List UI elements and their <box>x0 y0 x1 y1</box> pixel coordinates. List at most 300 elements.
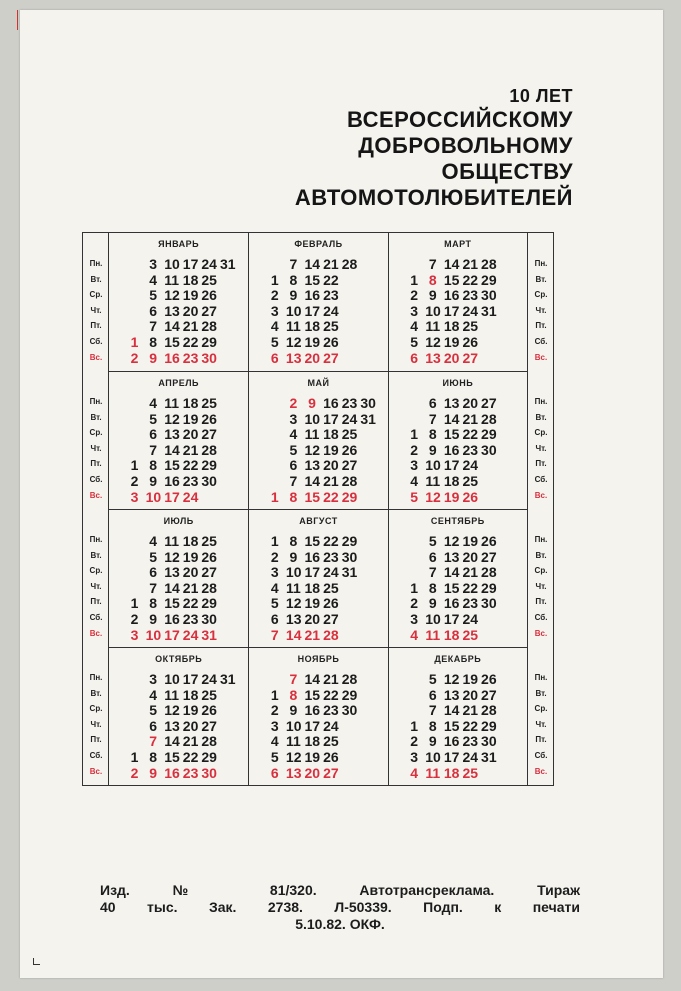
month-name: МАЙ <box>307 378 330 388</box>
day-number: 19 <box>323 441 339 458</box>
day-number: 11 <box>164 271 180 288</box>
weekday-label: Чт. <box>90 305 102 315</box>
day-number: 21 <box>462 256 479 272</box>
weekday-label: Вт. <box>90 412 102 422</box>
day-number: 9 <box>149 611 157 627</box>
weekday-label: Ср. <box>89 566 103 576</box>
day-number: 18 <box>304 733 321 750</box>
day-number: 24 <box>201 256 217 272</box>
day-number: 14 <box>164 318 180 335</box>
day-number: 19 <box>182 410 199 427</box>
day-number: 2 <box>130 611 139 627</box>
day-number: 24 <box>341 410 358 427</box>
weekday-label: Пт. <box>535 321 547 331</box>
month-name: ИЮЛЬ <box>163 516 194 526</box>
day-number: 13 <box>164 717 180 734</box>
weekday-label: Пн. <box>89 673 103 682</box>
weekday-label: Вт. <box>535 412 547 422</box>
day-number: 26 <box>462 334 479 350</box>
day-number: 7 <box>289 671 298 687</box>
day-number: 5 <box>149 548 157 565</box>
day-number: 16 <box>323 395 339 411</box>
day-number: 4 <box>289 426 298 443</box>
day-number: 27 <box>201 302 217 319</box>
day-number: 29 <box>481 271 497 288</box>
day-number: 27 <box>341 457 358 474</box>
day-number: 8 <box>428 426 437 443</box>
day-number: 21 <box>323 671 339 687</box>
day-number: 17 <box>443 302 460 319</box>
day-number: 23 <box>341 395 358 411</box>
day-number: 24 <box>462 457 479 474</box>
day-number: 6 <box>270 764 279 781</box>
day-number: 2 <box>289 395 298 411</box>
day-number: 22 <box>323 533 339 549</box>
day-number: 12 <box>443 671 460 687</box>
day-number: 28 <box>481 564 497 581</box>
day-number: 20 <box>462 548 479 565</box>
day-number: 28 <box>341 256 358 272</box>
day-number: 5 <box>149 287 157 304</box>
day-number: 23 <box>462 733 479 750</box>
day-number: 22 <box>462 717 479 734</box>
month-name: АВГУСТ <box>299 516 338 526</box>
day-number: 4 <box>410 318 419 335</box>
day-number: 11 <box>286 579 301 596</box>
day-number: 26 <box>201 287 217 304</box>
day-number: 12 <box>164 287 180 304</box>
day-number: 4 <box>270 733 279 750</box>
day-number: 3 <box>410 457 419 474</box>
day-number: 13 <box>164 564 180 581</box>
weekday-label: Чт. <box>90 581 102 591</box>
day-number: 12 <box>164 410 180 427</box>
day-number: 15 <box>164 595 180 612</box>
day-number: 13 <box>285 349 302 366</box>
day-number: 26 <box>201 410 217 427</box>
day-number: 23 <box>182 473 199 489</box>
day-number: 5 <box>149 702 157 719</box>
day-number: 8 <box>149 595 157 612</box>
weekday-label: Пт. <box>90 597 102 607</box>
day-number: 14 <box>443 256 460 272</box>
day-number: 4 <box>270 579 279 596</box>
day-number: 7 <box>149 441 157 458</box>
day-number: 6 <box>149 717 157 734</box>
day-number: 4 <box>410 764 419 781</box>
month-block <box>248 647 387 785</box>
day-number: 15 <box>304 686 321 703</box>
day-number: 5 <box>428 671 437 687</box>
day-number: 22 <box>323 488 339 505</box>
day-number: 18 <box>443 626 460 643</box>
day-number: 10 <box>164 671 180 687</box>
day-number: 20 <box>304 764 321 781</box>
day-number: 25 <box>462 626 479 643</box>
day-number: 29 <box>481 579 497 596</box>
day-number: 11 <box>286 318 301 335</box>
day-number: 11 <box>286 733 301 750</box>
day-number: 17 <box>304 717 321 734</box>
day-number: 14 <box>443 410 460 427</box>
day-number: 21 <box>323 473 339 489</box>
day-number: 13 <box>443 395 460 411</box>
day-number: 11 <box>425 626 441 643</box>
day-number: 7 <box>428 702 437 719</box>
day-number: 25 <box>341 426 358 443</box>
day-number: 11 <box>164 395 180 411</box>
day-number: 31 <box>481 749 497 765</box>
day-number: 29 <box>201 457 217 474</box>
day-number: 16 <box>443 441 460 458</box>
month-block <box>248 509 387 647</box>
day-number: 3 <box>149 256 157 272</box>
title-line: ВСЕРОССИЙСКОМУ <box>347 107 573 132</box>
day-number: 13 <box>443 686 460 703</box>
day-number: 26 <box>481 533 497 549</box>
day-number: 28 <box>201 579 217 596</box>
day-number: 19 <box>182 548 199 565</box>
weekday-label: Сб. <box>89 751 103 760</box>
weekday-label: Сб. <box>534 475 548 484</box>
day-number: 27 <box>462 349 479 366</box>
day-number: 5 <box>410 334 419 350</box>
month-block <box>388 647 527 785</box>
month-block <box>109 371 248 509</box>
day-number: 20 <box>182 564 199 581</box>
day-number: 22 <box>182 334 199 350</box>
day-number: 6 <box>149 426 157 443</box>
day-number: 9 <box>428 441 437 458</box>
day-number: 16 <box>164 349 180 366</box>
day-number: 17 <box>182 256 199 272</box>
month-block <box>109 233 248 371</box>
day-number: 6 <box>428 395 437 411</box>
day-number: 7 <box>289 256 298 272</box>
day-number: 15 <box>304 488 321 505</box>
day-number: 13 <box>164 426 180 443</box>
day-number: 30 <box>201 611 217 627</box>
day-number: 1 <box>130 749 139 765</box>
title-line: АВТОМОТОЛЮБИТЕЛЕЙ <box>294 185 573 210</box>
day-number: 13 <box>304 457 321 474</box>
day-number: 17 <box>443 749 460 765</box>
weekday-label: Ср. <box>534 566 548 576</box>
day-number: 20 <box>462 686 479 703</box>
day-number: 9 <box>428 733 437 750</box>
day-number: 19 <box>462 671 479 687</box>
day-number: 6 <box>270 611 279 627</box>
month-block <box>109 509 248 647</box>
day-number: 12 <box>285 595 302 612</box>
day-number: 29 <box>201 595 217 612</box>
day-number: 25 <box>323 318 339 335</box>
day-number: 31 <box>360 410 376 427</box>
calendar-grid <box>82 232 554 786</box>
day-number: 4 <box>410 626 419 643</box>
day-number: 31 <box>341 564 358 581</box>
day-number: 10 <box>304 410 321 427</box>
day-number: 5 <box>270 595 279 612</box>
day-number: 11 <box>164 533 180 549</box>
day-number: 7 <box>428 564 437 581</box>
day-number: 8 <box>289 488 298 505</box>
day-number: 9 <box>289 548 298 565</box>
day-number: 29 <box>341 533 358 549</box>
day-number: 16 <box>443 595 460 612</box>
day-number: 23 <box>462 287 479 304</box>
day-number: 25 <box>201 533 217 549</box>
day-number: 3 <box>270 302 279 319</box>
day-number: 23 <box>462 441 479 458</box>
day-number: 20 <box>182 426 199 443</box>
day-number: 3 <box>149 671 157 687</box>
day-number: 28 <box>481 256 497 272</box>
weekday-label: Пн. <box>89 259 103 268</box>
month-block <box>388 509 527 647</box>
day-number: 20 <box>182 302 199 319</box>
day-number: 3 <box>410 749 419 765</box>
weekday-column-left <box>83 233 109 785</box>
day-number: 4 <box>270 318 279 335</box>
weekday-label: Вт. <box>535 688 547 698</box>
day-number: 4 <box>149 533 157 549</box>
weekday-label: Пт. <box>535 597 547 607</box>
day-number: 13 <box>285 611 302 627</box>
day-number: 27 <box>481 548 497 565</box>
day-number: 27 <box>201 426 217 443</box>
day-number: 2 <box>130 764 139 781</box>
day-number: 4 <box>410 473 419 489</box>
weekday-label: Вт. <box>535 550 547 560</box>
day-number: 10 <box>425 611 441 627</box>
day-number: 1 <box>130 334 139 350</box>
day-number: 30 <box>481 441 497 458</box>
day-number: 10 <box>145 488 162 505</box>
month-block <box>248 233 387 371</box>
day-number: 22 <box>462 271 479 288</box>
day-number: 2 <box>130 349 139 366</box>
day-number: 16 <box>164 473 180 489</box>
day-number: 4 <box>149 686 157 703</box>
day-number: 17 <box>323 410 339 427</box>
day-number: 20 <box>443 349 460 366</box>
day-number: 30 <box>201 764 217 781</box>
day-number: 5 <box>410 488 419 505</box>
day-number: 25 <box>462 473 479 489</box>
day-number: 29 <box>201 749 217 765</box>
weekday-label: Сб. <box>534 337 548 346</box>
day-number: 3 <box>130 626 139 643</box>
day-number: 1 <box>270 533 279 549</box>
day-number: 11 <box>425 473 441 489</box>
day-number: 1 <box>130 595 139 612</box>
day-number: 21 <box>462 410 479 427</box>
day-number: 12 <box>425 334 441 350</box>
weekday-label: Вт. <box>90 550 102 560</box>
day-number: 10 <box>425 749 441 765</box>
day-number: 17 <box>304 302 321 319</box>
weekday-label: Вт. <box>90 274 102 284</box>
day-number: 15 <box>443 579 460 596</box>
day-number: 12 <box>285 749 302 765</box>
imprint <box>100 882 580 933</box>
day-number: 30 <box>481 287 497 304</box>
day-number: 22 <box>323 686 339 703</box>
day-number: 26 <box>323 334 339 350</box>
weekday-label: Пт. <box>90 735 102 745</box>
day-number: 24 <box>182 626 199 643</box>
day-number: 18 <box>323 426 339 443</box>
weekday-label: Вт. <box>90 688 102 698</box>
day-number: 18 <box>443 764 460 781</box>
day-number: 31 <box>220 256 236 272</box>
day-number: 22 <box>182 595 199 612</box>
day-number: 10 <box>285 302 302 319</box>
day-number: 10 <box>285 717 302 734</box>
day-number: 9 <box>428 595 437 612</box>
day-number: 26 <box>201 702 217 719</box>
day-number: 6 <box>149 564 157 581</box>
day-number: 30 <box>481 733 497 750</box>
day-number: 1 <box>270 488 279 505</box>
day-number: 3 <box>270 717 279 734</box>
day-number: 24 <box>201 671 217 687</box>
day-number: 14 <box>164 441 180 458</box>
day-number: 23 <box>323 287 339 304</box>
day-number: 4 <box>149 395 157 411</box>
day-number: 2 <box>410 287 419 304</box>
day-number: 14 <box>164 733 180 750</box>
month-block <box>248 371 387 509</box>
day-number: 19 <box>462 533 479 549</box>
weekday-label: Ср. <box>534 704 548 714</box>
day-number: 7 <box>428 410 437 427</box>
day-number: 14 <box>304 671 321 687</box>
weekday-label: Пт. <box>90 459 102 469</box>
day-number: 24 <box>182 488 199 505</box>
day-number: 28 <box>341 473 358 489</box>
day-number: 14 <box>443 564 460 581</box>
day-number: 30 <box>341 548 358 565</box>
month-block <box>388 233 527 371</box>
day-number: 16 <box>304 548 321 565</box>
day-number: 14 <box>304 473 321 489</box>
day-number: 17 <box>304 564 321 581</box>
day-number: 31 <box>201 626 217 643</box>
day-number: 11 <box>304 426 320 443</box>
day-number: 31 <box>481 302 497 319</box>
day-number: 26 <box>462 488 479 505</box>
weekday-label: Вс. <box>89 628 103 638</box>
day-number: 15 <box>304 271 321 288</box>
weekday-label: Ср. <box>534 428 548 438</box>
day-number: 17 <box>443 457 460 474</box>
month-block <box>109 647 248 785</box>
day-number: 30 <box>360 395 376 411</box>
day-number: 6 <box>149 302 157 319</box>
day-number: 16 <box>164 764 180 781</box>
day-number: 7 <box>149 579 157 596</box>
day-number: 28 <box>201 733 217 750</box>
day-number: 24 <box>462 302 479 319</box>
day-number: 9 <box>149 764 157 781</box>
weekday-label: Пн. <box>534 535 548 544</box>
day-number: 28 <box>323 626 339 643</box>
day-number: 19 <box>182 702 199 719</box>
day-number: 11 <box>425 318 441 335</box>
day-number: 1 <box>270 686 279 703</box>
day-number: 24 <box>462 611 479 627</box>
day-number: 25 <box>323 579 339 596</box>
day-number: 16 <box>164 611 180 627</box>
day-number: 11 <box>164 686 180 703</box>
day-number: 7 <box>428 256 437 272</box>
day-number: 22 <box>182 749 199 765</box>
day-number: 5 <box>149 410 157 427</box>
day-number: 13 <box>164 302 180 319</box>
day-number: 27 <box>201 717 217 734</box>
day-number: 9 <box>149 473 157 489</box>
weekday-label: Чт. <box>535 443 547 453</box>
day-number: 10 <box>145 626 162 643</box>
day-number: 2 <box>270 702 279 719</box>
day-number: 7 <box>289 473 298 489</box>
month-name: ЯНВАРЬ <box>158 239 200 249</box>
day-number: 25 <box>462 318 479 335</box>
day-number: 14 <box>164 579 180 596</box>
day-number: 6 <box>428 548 437 565</box>
day-number: 20 <box>304 611 321 627</box>
day-number: 7 <box>270 626 279 643</box>
day-number: 2 <box>130 473 139 489</box>
day-number: 21 <box>323 256 339 272</box>
day-number: 16 <box>304 702 321 719</box>
day-number: 18 <box>304 579 321 596</box>
day-number: 17 <box>164 626 180 643</box>
day-number: 8 <box>428 579 437 596</box>
day-number: 9 <box>289 702 298 719</box>
day-number: 26 <box>341 441 358 458</box>
day-number: 1 <box>410 271 419 288</box>
weekday-label: Пт. <box>90 321 102 331</box>
day-number: 13 <box>425 349 441 366</box>
day-number: 25 <box>201 395 217 411</box>
crop-mark <box>33 958 40 965</box>
day-number: 18 <box>304 318 321 335</box>
day-number: 23 <box>182 764 199 781</box>
day-number: 25 <box>462 764 479 781</box>
day-number: 11 <box>425 764 441 781</box>
day-number: 25 <box>201 686 217 703</box>
day-number: 9 <box>149 349 157 366</box>
day-number: 8 <box>428 717 437 734</box>
day-number: 4 <box>149 271 157 288</box>
weekday-label: Чт. <box>90 443 102 453</box>
day-number: 5 <box>289 441 298 458</box>
day-number: 30 <box>341 702 358 719</box>
edge-mark <box>17 10 18 30</box>
day-number: 12 <box>425 488 441 505</box>
day-number: 1 <box>410 426 419 443</box>
day-number: 27 <box>201 564 217 581</box>
weekday-label: Пн. <box>534 259 548 268</box>
day-number: 2 <box>270 548 279 565</box>
weekday-column-right <box>527 233 553 785</box>
day-number: 14 <box>443 702 460 719</box>
day-number: 27 <box>481 395 497 411</box>
day-number: 28 <box>201 441 217 458</box>
